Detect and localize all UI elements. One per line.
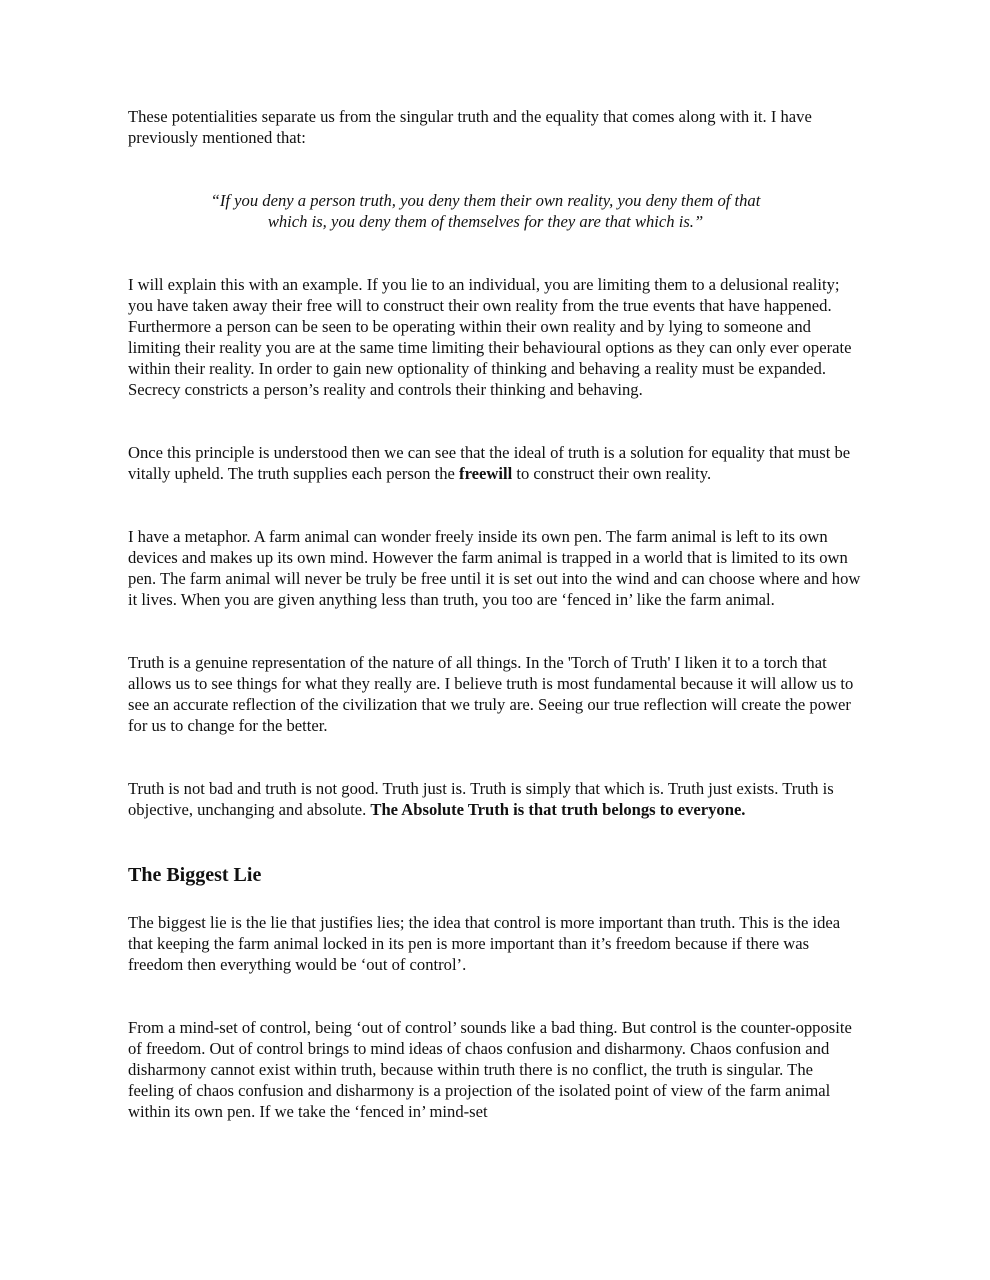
block-quote xyxy=(128,190,863,232)
absolute-truth-bold: The Absolute Truth is that truth belongs to everyone. xyxy=(370,800,746,819)
paragraph-principle xyxy=(128,442,863,484)
paragraph-absolute-truth xyxy=(128,778,863,820)
quote-line-2: which is, you deny them of themselves for they are that which is.” xyxy=(267,212,704,231)
paragraph-torch: Truth is a genuine representation of the nature of all things. In the 'Torch of Truth' I liken it to a torch that allows us to see things for what they really are. I believe truth is most fundamental because it will allow us to see an accurate reflection of the civilization that we truly are. Seeing our true reflection will create the power for us to change for the better. xyxy=(128,653,854,735)
quote-line-1: “If you deny a person truth, you deny them their own reality, you deny them of that xyxy=(210,191,761,210)
paragraph-metaphor: I have a metaphor. A farm animal can wonder freely inside its own pen. The farm animal is left to its own devices and makes up its own mind. However the farm animal is trapped in a world that is limited to its own pen. The farm animal will never be truly be free until it is set out into the wind and can choose where and how it lives. When you are given anything less than truth, you too are ‘fenced in’ like the farm animal. xyxy=(128,527,861,609)
principle-text: Once this principle is understood then we can see that the ideal of truth is a solution for equality that must be vitally upheld. The truth supplies each person the xyxy=(128,443,851,483)
section-heading: The Biggest Lie xyxy=(128,864,262,886)
freewill-bold: freewill xyxy=(459,464,513,483)
absolute-truth-text: Truth is not bad and truth is not good. Truth just is. Truth is simply that which is. Truth just exists. Truth is objective, unchanging and absolute. xyxy=(128,779,834,819)
paragraph-example: I will explain this with an example. If you lie to an individual, you are limiting them to a delusional reality; you have taken away their free will to construct their own reality from the true events that have happened. Furthermore a person can be seen to be operating within their own reality and by lying to someone and limiting their reality you are at the same time limiting their behavioural options as they can only ever operate within their reality. In order to gain new optionality of thinking and behaving a reality must be expanded. Secrecy constricts a person’s reality and controls their thinking and behaving. xyxy=(128,275,852,399)
paragraph-potentialities: These potentialities separate us from the singular truth and the equality that comes along with it. I have previously mentioned that: xyxy=(128,107,812,147)
document-page xyxy=(128,106,863,1164)
principle-text-end: to construct their own reality. xyxy=(512,464,712,483)
paragraph-biggest-lie: The biggest lie is the lie that justifies lies; the idea that control is more important than truth. This is the idea that keeping the farm animal locked in its pen is more important than it’s freedom because if there was freedom then everything would be ‘out of control’. xyxy=(128,913,841,974)
paragraph-control: From a mind-set of control, being ‘out of control’ sounds like a bad thing. But control is the counter-opposite of freedom. Out of control brings to mind ideas of chaos confusion and disharmony. Chaos confusion and disharmony cannot exist within truth, because within truth there is no conflict, the truth is singular. The feeling of chaos confusion and disharmony is a projection of the isolated point of view of the farm animal within its own pen. If we take the ‘fenced in’ mind-set xyxy=(128,1018,852,1121)
